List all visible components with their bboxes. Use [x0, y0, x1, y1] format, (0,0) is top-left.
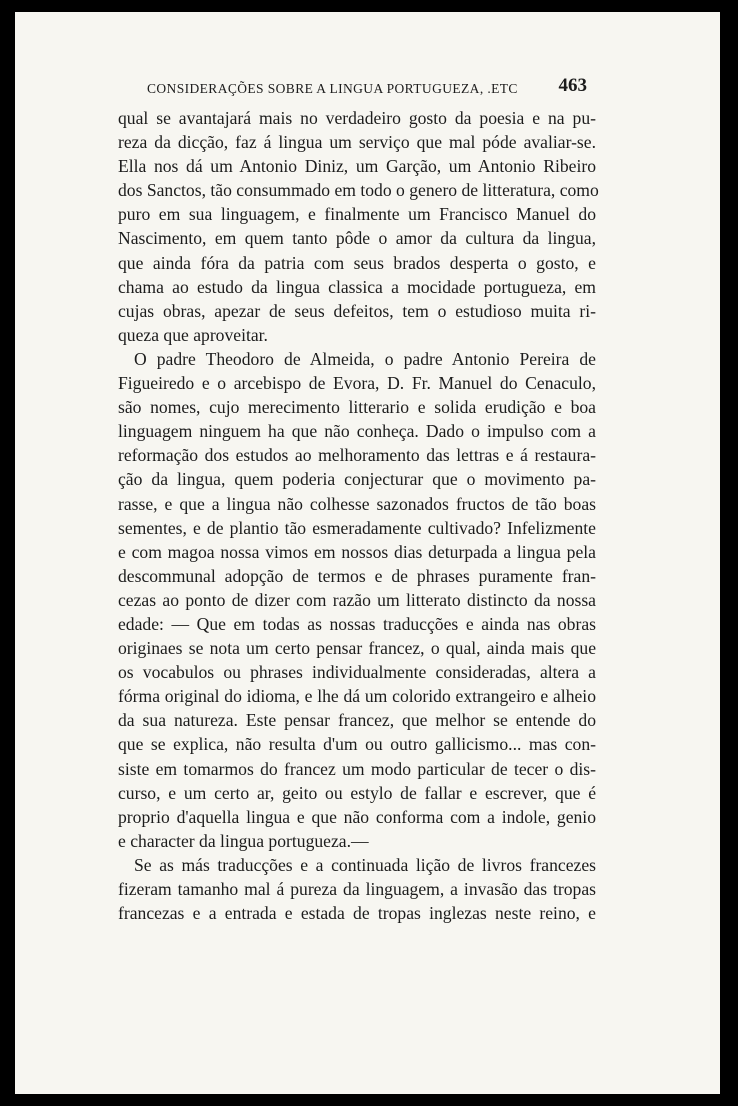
- text-line: reza da dicção, faz á lingua um serviço que mal póde avaliar-se.: [118, 132, 596, 153]
- text-line: linguagem ninguem ha que não conheça. Dado o impulso com a: [118, 421, 596, 442]
- text-line: queza que aproveitar.: [118, 324, 268, 345]
- text-line: qual se avantajará mais no verdadeiro gosto da poesia e na pu-: [118, 108, 596, 128]
- text-line: que se explica, não resulta d'um ou outro gallicismo... mas con-: [118, 734, 596, 755]
- text-line: dos Sanctos, tão consummado em todo o genero de litteratura, como: [118, 180, 599, 201]
- text-line: são nomes, cujo merecimento litterario e solida erudição e boa: [118, 397, 596, 418]
- book-page: [15, 12, 720, 1094]
- text-line: francezas e a entrada e estada de tropas inglezas neste reino, e: [118, 903, 596, 924]
- text-line: puro em sua linguagem, e finalmente um Francisco Manuel do: [118, 204, 596, 225]
- text-line: sementes, e de plantio tão esmeradamente cultivado? Infelizmente: [118, 517, 596, 538]
- text-line: fizeram tamanho mal á pureza da linguagem, a invasão das tropas: [118, 879, 596, 899]
- page-number: 463: [558, 75, 587, 96]
- text-line: ção da lingua, quem poderia conjecturar que o movimento pa-: [118, 469, 596, 490]
- text-line: Se as más traducções e a continuada lição de livros francezes: [134, 854, 596, 875]
- body-text: [118, 106, 599, 925]
- text-line: chama ao estudo da lingua classica a mocidade portugueza, em: [118, 276, 596, 297]
- text-line: curso, e um certo ar, geito ou estylo de fallar e escrever, que é: [118, 782, 596, 803]
- text-line: e character da lingua portugueza.—: [118, 830, 369, 851]
- text-line: cezas ao ponto de dizer com razão um litterato distincto da nossa: [118, 589, 596, 610]
- text-line: e com magoa nossa vimos em nossos dias deturpada a lingua pela: [118, 541, 596, 562]
- text-line: proprio d'aquella lingua e que não conforma com a indole, genio: [118, 806, 596, 827]
- text-line: rasse, e que a lingua não colhesse sazonados fructos de tão boas: [118, 493, 596, 514]
- text-line: que ainda fóra da patria com seus brados desperta o gosto, e: [118, 252, 596, 273]
- page-header: [147, 72, 587, 102]
- text-line: descommunal adopção de termos e de phrases puramente fran-: [118, 565, 596, 586]
- text-line: O padre Theodoro de Almeida, o padre Antonio Pereira de: [134, 348, 596, 369]
- running-title: CONSIDERAÇÕES SOBRE A LINGUA PORTUGUEZA, .ETC: [147, 81, 518, 96]
- text-line: Ella nos dá um Antonio Diniz, um Garção, um Antonio Ribeiro: [118, 156, 596, 177]
- text-line: os vocabulos ou phrases individualmente consideradas, altera a: [118, 662, 596, 683]
- text-line: originaes se nota um certo pensar francez, o qual, ainda mais que: [118, 638, 596, 659]
- text-line: da sua natureza. Este pensar francez, que melhor se entende do: [118, 710, 596, 731]
- text-line: fórma original do idioma, e lhe dá um colorido extrangeiro e alheio: [118, 686, 596, 707]
- text-line: Figueiredo e o arcebispo de Evora, D. Fr. Manuel do Cenaculo,: [118, 373, 596, 394]
- text-line: Nascimento, em quem tanto pôde o amor da cultura da lingua,: [118, 228, 596, 249]
- text-line: siste em tomarmos do francez um modo particular de tecer o dis-: [118, 758, 596, 779]
- text-line: cujas obras, apezar de seus defeitos, tem o estudioso muita ri-: [118, 300, 596, 321]
- text-line: reformação dos estudos ao melhoramento das lettras e á restaura-: [118, 445, 596, 466]
- text-line: edade: — Que em todas as nossas traducções e ainda nas obras: [118, 613, 596, 634]
